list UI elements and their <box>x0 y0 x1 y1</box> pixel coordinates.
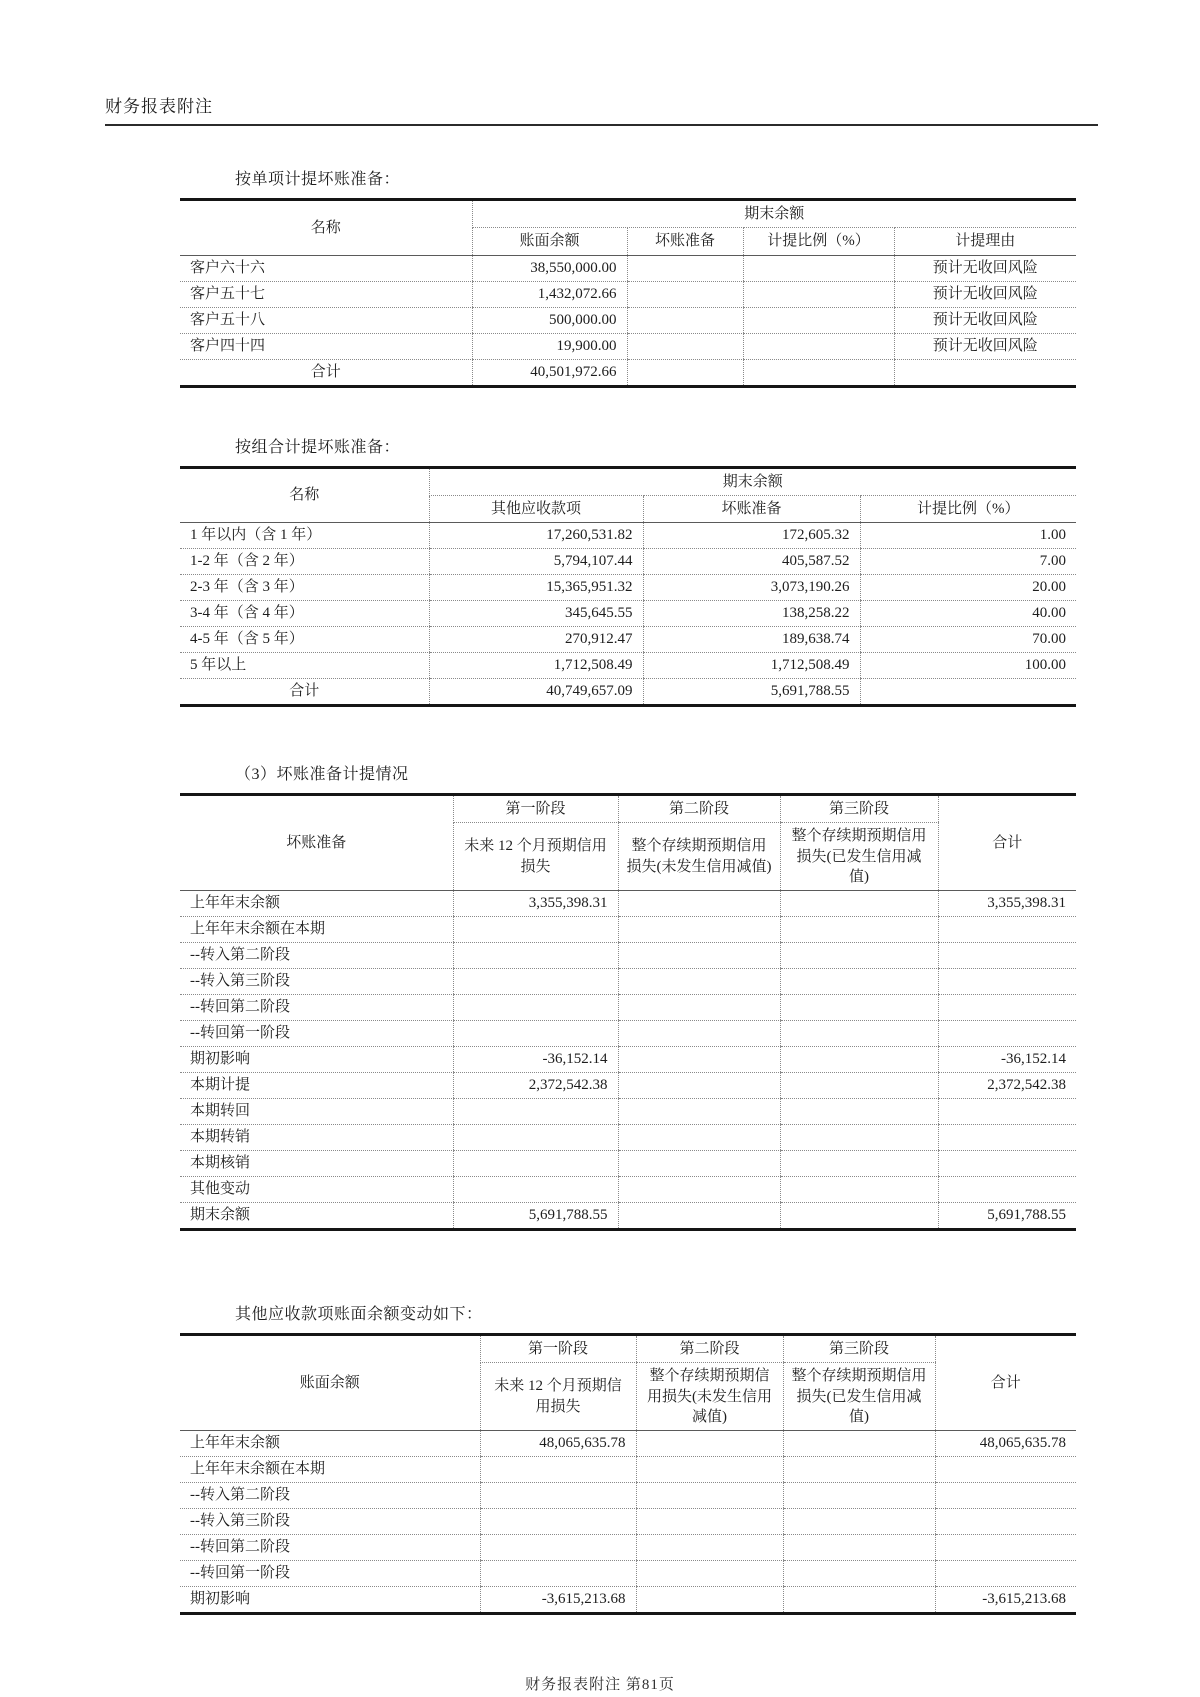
table-cell <box>783 1587 935 1614</box>
table-cell <box>627 281 743 307</box>
table-cell: 270,912.47 <box>429 627 643 653</box>
table-cell <box>743 281 894 307</box>
column-header-stage-2: 第二阶段 <box>618 795 780 823</box>
table-cell <box>780 891 938 917</box>
subheader-lifetime-ecl-not-impaired: 整个存续期预期信用损失(未发生信用减值) <box>636 1363 783 1431</box>
table-cell: --转入第二阶段 <box>180 943 453 969</box>
column-header-provision-ratio: 计提比例（%） <box>860 495 1076 522</box>
table-cell: 2,372,542.38 <box>453 1073 618 1099</box>
table-cell: --转回第一阶段 <box>180 1561 480 1587</box>
table-cell: 3,355,398.31 <box>938 891 1076 917</box>
table-body <box>180 891 1076 1230</box>
table-cell: --转入第二阶段 <box>180 1483 480 1509</box>
table-cell <box>636 1535 783 1561</box>
column-header-stage-3: 第三阶段 <box>780 795 938 823</box>
table-cell <box>938 917 1076 943</box>
table-cell: 1,432,072.66 <box>472 281 627 307</box>
table-cell <box>935 1457 1076 1483</box>
table-row <box>180 255 1076 281</box>
table-cell <box>618 1099 780 1125</box>
section-title-provision-stages: （3）坏账准备计提情况 <box>235 766 409 783</box>
table-cell: 其他变动 <box>180 1177 453 1203</box>
table-cell: --转回第一阶段 <box>180 1021 453 1047</box>
table-cell: 5,794,107.44 <box>429 549 643 575</box>
table-cell <box>627 255 743 281</box>
subheader-lifetime-ecl-impaired: 整个存续期预期信用损失(已发生信用减值) <box>780 823 938 891</box>
table-cell: 上年年末余额 <box>180 1431 480 1457</box>
table-row <box>180 1509 1076 1535</box>
table-cell: 预计无收回风险 <box>894 255 1076 281</box>
table-row <box>180 891 1076 917</box>
table-cell <box>618 969 780 995</box>
table-cell <box>453 1177 618 1203</box>
table-cell: 本期计提 <box>180 1073 453 1099</box>
table-header <box>180 1335 1076 1431</box>
table-row <box>180 1021 1076 1047</box>
table-cell <box>636 1587 783 1614</box>
subheader-12m-expected-credit-loss: 未来 12 个月预期信用损失 <box>480 1363 636 1431</box>
column-header-provision-reason: 计提理由 <box>894 228 1076 255</box>
table-cell: 本期转销 <box>180 1125 453 1151</box>
table-row <box>180 549 1076 575</box>
table-cell <box>618 1177 780 1203</box>
table-cell <box>453 917 618 943</box>
group-header-ending-balance: 期末余额 <box>472 200 1076 228</box>
table-cell <box>480 1483 636 1509</box>
table-cell <box>935 1561 1076 1587</box>
table-row <box>180 1177 1076 1203</box>
table-cell <box>935 1483 1076 1509</box>
table-cell <box>480 1457 636 1483</box>
table-cell: 500,000.00 <box>472 307 627 333</box>
column-header-bad-debt-provision: 坏账准备 <box>627 228 743 255</box>
page-content <box>180 166 1076 1615</box>
book-balance-stages-table <box>180 1333 1076 1615</box>
table-cell: 17,260,531.82 <box>429 523 643 549</box>
table-cell <box>480 1535 636 1561</box>
column-header-total: 合计 <box>935 1335 1076 1431</box>
table-row <box>180 1125 1076 1151</box>
table-cell <box>453 1099 618 1125</box>
table-row <box>180 1431 1076 1457</box>
table-cell: 客户五十七 <box>180 281 472 307</box>
table-cell: 上年年末余额 <box>180 891 453 917</box>
table-cell <box>935 1509 1076 1535</box>
table-body <box>180 255 1076 386</box>
table-cell <box>780 1021 938 1047</box>
table-cell: 合计 <box>310 363 341 380</box>
table-cell: 138,258.22 <box>643 601 860 627</box>
table-cell: 345,645.55 <box>429 601 643 627</box>
column-header-bad-debt-provision: 坏账准备 <box>180 795 453 891</box>
table-cell: 3-4 年（含 4 年） <box>180 601 429 627</box>
table-cell <box>780 1047 938 1073</box>
column-header-stage-1: 第一阶段 <box>453 795 618 823</box>
table-row <box>180 1457 1076 1483</box>
table-cell <box>780 969 938 995</box>
column-header-provision-ratio: 计提比例（%） <box>743 228 894 255</box>
table-cell: 5,691,788.55 <box>453 1203 618 1230</box>
table-cell <box>453 1151 618 1177</box>
table-cell: 1-2 年（含 2 年） <box>180 549 429 575</box>
table-cell <box>780 995 938 1021</box>
table-cell: 4-5 年（含 5 年） <box>180 627 429 653</box>
table-row <box>180 679 1076 706</box>
column-header-total: 合计 <box>938 795 1076 891</box>
table-row <box>180 653 1076 679</box>
table-cell: -36,152.14 <box>453 1047 618 1073</box>
table-cell: 40,501,972.66 <box>472 359 627 386</box>
table-cell: 20.00 <box>860 575 1076 601</box>
table-cell <box>453 1125 618 1151</box>
table-cell: 100.00 <box>860 653 1076 679</box>
table-cell: --转入第三阶段 <box>180 1509 480 1535</box>
table-row <box>180 1561 1076 1587</box>
subheader-lifetime-ecl-impaired: 整个存续期预期信用损失(已发生信用减值) <box>783 1363 935 1431</box>
subheader-12m-expected-credit-loss: 未来 12 个月预期信用损失 <box>453 823 618 891</box>
table-cell: 客户六十六 <box>180 255 472 281</box>
table-cell <box>618 1021 780 1047</box>
table-cell <box>783 1509 935 1535</box>
group-provision-table <box>180 466 1076 708</box>
table-cell <box>618 917 780 943</box>
table-row <box>180 601 1076 627</box>
table-cell: 405,587.52 <box>643 549 860 575</box>
table-cell <box>938 943 1076 969</box>
table-cell <box>780 1151 938 1177</box>
table-cell: 1.00 <box>860 523 1076 549</box>
table-cell <box>743 333 894 359</box>
table-cell <box>938 1177 1076 1203</box>
table-cell: 48,065,635.78 <box>935 1431 1076 1457</box>
table-cell: 172,605.32 <box>643 523 860 549</box>
column-header-other-receivables: 其他应收款项 <box>429 495 643 522</box>
table-cell: 70.00 <box>860 627 1076 653</box>
group-header-ending-balance: 期末余额 <box>429 467 1076 495</box>
table-cell <box>938 995 1076 1021</box>
table-cell <box>783 1535 935 1561</box>
table-cell: 15,365,951.32 <box>429 575 643 601</box>
table-cell: 1,712,508.49 <box>429 653 643 679</box>
table-cell <box>938 1099 1076 1125</box>
table-cell <box>783 1457 935 1483</box>
table-row <box>180 307 1076 333</box>
table-cell: 合计 <box>289 683 320 699</box>
table-cell: 7.00 <box>860 549 1076 575</box>
table-cell: 1,712,508.49 <box>643 653 860 679</box>
table-row <box>180 1203 1076 1230</box>
table-cell: --转入第三阶段 <box>180 969 453 995</box>
table-cell: 预计无收回风险 <box>894 307 1076 333</box>
table-row <box>180 1099 1076 1125</box>
table-cell <box>636 1509 783 1535</box>
table-cell <box>618 1047 780 1073</box>
table-cell: 本期转回 <box>180 1099 453 1125</box>
table-body <box>180 523 1076 706</box>
table-cell: 2-3 年（含 3 年） <box>180 575 429 601</box>
table-cell: 客户四十四 <box>180 333 472 359</box>
table-cell: 预计无收回风险 <box>894 333 1076 359</box>
table-cell: 3,355,398.31 <box>453 891 618 917</box>
table-cell: -3,615,213.68 <box>480 1587 636 1614</box>
table-cell: 期末余额 <box>190 1207 251 1223</box>
table-cell <box>935 1535 1076 1561</box>
table-cell <box>938 1021 1076 1047</box>
table-cell: 期初影响 <box>190 1591 251 1607</box>
table-body <box>180 1431 1076 1614</box>
column-header-name: 名称 <box>180 200 472 256</box>
column-header-name: 名称 <box>180 467 429 523</box>
table-cell: 预计无收回风险 <box>894 281 1076 307</box>
subheader-lifetime-ecl-not-impaired: 整个存续期预期信用损失(未发生信用减值) <box>618 823 780 891</box>
table-cell: 期初影响 <box>180 1047 453 1073</box>
table-row <box>180 1151 1076 1177</box>
table-cell <box>618 1125 780 1151</box>
table-cell: -3,615,213.68 <box>935 1587 1076 1614</box>
table-row <box>180 359 1076 386</box>
table-cell <box>480 1561 636 1587</box>
table-cell <box>636 1483 783 1509</box>
table-row <box>180 969 1076 995</box>
footer-page-label: 财务报表附注 第81页 <box>525 1677 675 1693</box>
table-cell: 上年年末余额在本期 <box>180 1457 480 1483</box>
table-cell <box>938 1151 1076 1177</box>
table-cell <box>627 359 743 386</box>
column-header-bad-debt-provision: 坏账准备 <box>643 495 860 522</box>
provision-stages-table <box>180 793 1076 1231</box>
table-cell: 189,638.74 <box>643 627 860 653</box>
table-cell <box>743 307 894 333</box>
table-row <box>180 627 1076 653</box>
column-header-stage-2: 第二阶段 <box>636 1335 783 1363</box>
table-cell <box>453 969 618 995</box>
table-header <box>180 795 1076 891</box>
table-row <box>180 1535 1076 1561</box>
table-cell <box>636 1457 783 1483</box>
table-cell <box>453 943 618 969</box>
table-row <box>180 333 1076 359</box>
page-header-title: 财务报表附注 <box>105 97 213 116</box>
page-header <box>105 92 1098 126</box>
table-row <box>180 995 1076 1021</box>
table-cell <box>636 1561 783 1587</box>
table-cell: 38,550,000.00 <box>472 255 627 281</box>
table-cell <box>780 1099 938 1125</box>
table-cell <box>780 943 938 969</box>
table-row <box>180 1587 1076 1614</box>
table-cell: -36,152.14 <box>938 1047 1076 1073</box>
table-cell: 客户五十八 <box>180 307 472 333</box>
table-cell <box>894 359 1076 386</box>
table-cell <box>627 307 743 333</box>
table-cell <box>636 1431 783 1457</box>
table-cell <box>780 1177 938 1203</box>
table-cell: 3,073,190.26 <box>643 575 860 601</box>
table-cell: 2,372,542.38 <box>938 1073 1076 1099</box>
section-title-individual-provision: 按单项计提坏账准备： <box>235 171 401 188</box>
table-cell: 本期核销 <box>180 1151 453 1177</box>
column-header-book-balance: 账面余额 <box>472 228 627 255</box>
table-cell: 5 年以上 <box>180 653 429 679</box>
table-cell: 40,749,657.09 <box>429 679 643 706</box>
table-cell <box>618 1073 780 1099</box>
table-cell <box>783 1561 935 1587</box>
table-row <box>180 523 1076 549</box>
table-cell: 5,691,788.55 <box>643 679 860 706</box>
table-cell: 48,065,635.78 <box>480 1431 636 1457</box>
table-cell <box>618 943 780 969</box>
individual-provision-table <box>180 198 1076 388</box>
table-cell: 上年年末余额在本期 <box>180 917 453 943</box>
table-cell: 40.00 <box>860 601 1076 627</box>
table-row <box>180 1047 1076 1073</box>
table-cell <box>453 1021 618 1047</box>
table-cell <box>453 995 618 1021</box>
table-row <box>180 575 1076 601</box>
table-row <box>180 1483 1076 1509</box>
table-cell <box>780 1203 938 1230</box>
table-header <box>180 467 1076 523</box>
table-cell: 1 年以内（含 1 年） <box>180 523 429 549</box>
table-cell <box>743 255 894 281</box>
table-cell <box>938 1125 1076 1151</box>
table-cell <box>860 679 1076 706</box>
table-row <box>180 281 1076 307</box>
table-cell <box>618 995 780 1021</box>
table-cell <box>938 969 1076 995</box>
table-cell <box>743 359 894 386</box>
column-header-book-balance: 账面余额 <box>180 1335 480 1431</box>
column-header-stage-1: 第一阶段 <box>480 1335 636 1363</box>
table-cell: 19,900.00 <box>472 333 627 359</box>
table-row <box>180 917 1076 943</box>
column-header-stage-3: 第三阶段 <box>783 1335 935 1363</box>
table-cell: 5,691,788.55 <box>938 1203 1076 1230</box>
table-cell <box>783 1431 935 1457</box>
table-cell <box>780 1125 938 1151</box>
table-cell <box>618 891 780 917</box>
table-row <box>180 1073 1076 1099</box>
table-cell: --转回第二阶段 <box>180 1535 480 1561</box>
section-title-book-balance-movement: 其他应收款项账面余额变动如下： <box>235 1306 483 1323</box>
table-cell <box>618 1203 780 1230</box>
table-cell <box>627 333 743 359</box>
table-cell <box>618 1151 780 1177</box>
table-cell <box>480 1509 636 1535</box>
table-cell <box>780 1073 938 1099</box>
table-row <box>180 943 1076 969</box>
table-cell <box>780 917 938 943</box>
section-title-group-provision: 按组合计提坏账准备： <box>235 438 401 456</box>
table-cell <box>783 1483 935 1509</box>
table-header <box>180 200 1076 256</box>
table-cell: --转回第二阶段 <box>180 995 453 1021</box>
